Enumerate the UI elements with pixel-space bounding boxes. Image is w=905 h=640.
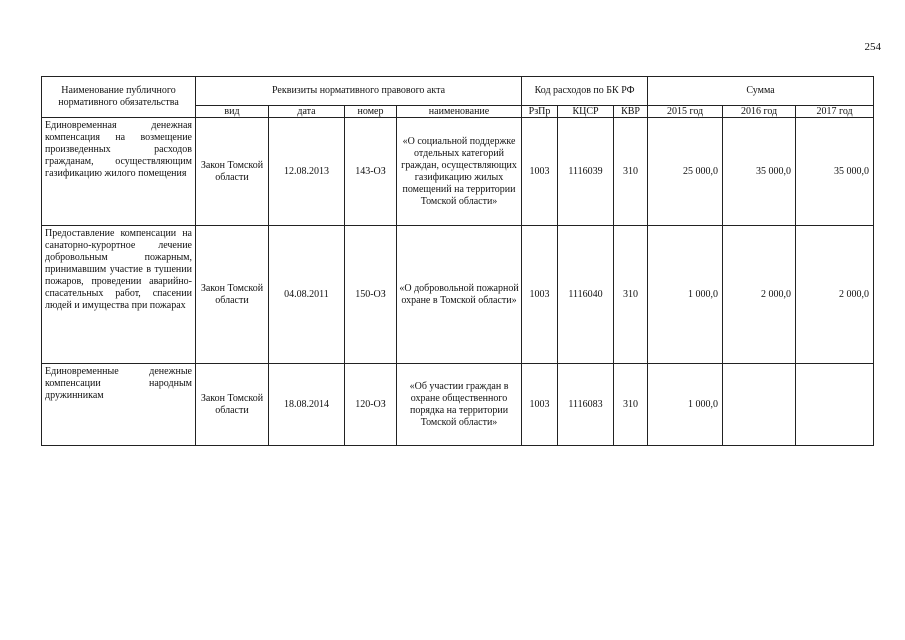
header-vid: вид bbox=[196, 106, 269, 118]
table-row bbox=[42, 226, 874, 364]
obligations-table bbox=[41, 76, 874, 446]
header-2017: 2017 год bbox=[796, 106, 874, 118]
header-number: номер bbox=[345, 106, 397, 118]
cell-act-title: «О добровольной пожарной охране в Томской области» bbox=[397, 226, 522, 364]
header-2015: 2015 год bbox=[648, 106, 723, 118]
cell-act-number: 120-ОЗ bbox=[345, 364, 397, 446]
cell-sum-2016: 2 000,0 bbox=[723, 226, 796, 364]
cell-sum-2017: 35 000,0 bbox=[796, 118, 874, 226]
cell-sum-2016 bbox=[723, 364, 796, 446]
header-code: Код расходов по БК РФ bbox=[522, 77, 648, 106]
cell-sum-2015: 25 000,0 bbox=[648, 118, 723, 226]
cell-kvr: 310 bbox=[614, 118, 648, 226]
table-row bbox=[42, 364, 874, 446]
cell-sum-2015: 1 000,0 bbox=[648, 364, 723, 446]
cell-act-date: 04.08.2011 bbox=[269, 226, 345, 364]
cell-act-number: 150-ОЗ bbox=[345, 226, 397, 364]
cell-act-title: «Об участии граждан в охране общественного порядка на территории Томской области» bbox=[397, 364, 522, 446]
cell-act-date: 18.08.2014 bbox=[269, 364, 345, 446]
cell-kcsr: 1116039 bbox=[558, 118, 614, 226]
cell-sum-2016: 35 000,0 bbox=[723, 118, 796, 226]
header-title: наименование bbox=[397, 106, 522, 118]
cell-act-title: «О социальной поддержке отдельных категорий граждан, осуществляющих газификацию жилых помещений на территории Томской области» bbox=[397, 118, 522, 226]
header-rzpr: РзПр bbox=[522, 106, 558, 118]
cell-obligation-name: Предоставление компенсации на санаторно-курортное лечение добровольным пожарным, принимавшим участие в тушении пожаров, проведении аварийно-спасательных работ, спасении людей и имущества при пожарах bbox=[42, 226, 196, 364]
cell-act-type: Закон Томской области bbox=[196, 364, 269, 446]
cell-obligation-name: Единовременная денежная компенсация на возмещение произведенных расходов гражданам, осуществляющим газификацию жилого помещения bbox=[42, 118, 196, 226]
cell-sum-2017 bbox=[796, 364, 874, 446]
header-kvr: КВР bbox=[614, 106, 648, 118]
cell-sum-2015: 1 000,0 bbox=[648, 226, 723, 364]
cell-act-type: Закон Томской области bbox=[196, 118, 269, 226]
header-2016: 2016 год bbox=[723, 106, 796, 118]
header-date: дата bbox=[269, 106, 345, 118]
header-kcsr: КЦСР bbox=[558, 106, 614, 118]
cell-rzpr: 1003 bbox=[522, 118, 558, 226]
cell-act-type: Закон Томской области bbox=[196, 226, 269, 364]
header-row-main bbox=[42, 77, 874, 106]
header-act: Реквизиты нормативного правового акта bbox=[196, 77, 522, 106]
page-number: 254 bbox=[864, 41, 881, 53]
cell-rzpr: 1003 bbox=[522, 364, 558, 446]
cell-rzpr: 1003 bbox=[522, 226, 558, 364]
cell-kvr: 310 bbox=[614, 364, 648, 446]
cell-kcsr: 1116083 bbox=[558, 364, 614, 446]
table-row bbox=[42, 118, 874, 226]
header-name: Наименование публичного нормативного обязательства bbox=[42, 77, 196, 118]
cell-act-date: 12.08.2013 bbox=[269, 118, 345, 226]
cell-obligation-name: Единовременные денежные компенсации народным дружинникам bbox=[42, 364, 196, 446]
cell-act-number: 143-ОЗ bbox=[345, 118, 397, 226]
cell-kcsr: 1116040 bbox=[558, 226, 614, 364]
header-sum: Сумма bbox=[648, 77, 874, 106]
cell-kvr: 310 bbox=[614, 226, 648, 364]
cell-sum-2017: 2 000,0 bbox=[796, 226, 874, 364]
